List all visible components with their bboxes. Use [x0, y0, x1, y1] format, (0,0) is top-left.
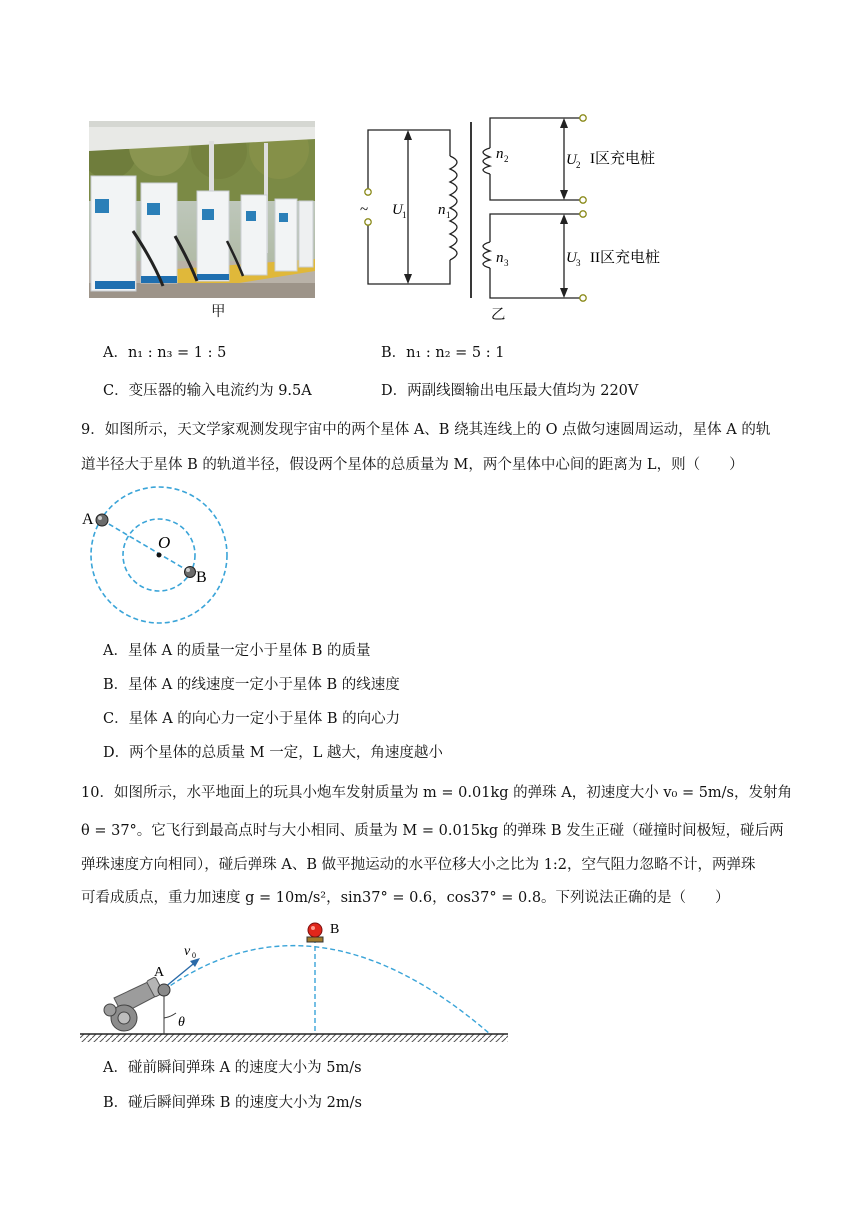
label-n2: n	[496, 146, 504, 162]
star-a-label: A	[82, 511, 94, 528]
center-o-label: O	[158, 533, 171, 552]
label-n3: n	[496, 250, 504, 266]
charging-station-photo	[89, 121, 315, 298]
label-zone-2: II区充电桩	[590, 250, 660, 266]
transformer-circuit-diagram	[350, 108, 680, 328]
q8-option-a: A．n₁ : n₃ = 1 : 5	[103, 345, 227, 361]
ac-source-symbol: ~	[360, 202, 369, 218]
q8-option-d: D．两副线圈输出电压最大值均为 220V	[381, 383, 639, 399]
theta-label: θ	[178, 1015, 185, 1030]
q10-stem-line-2: θ = 37°。它飞行到最高点时与大小相同、质量为 M = 0.015kg 的弹珠 B 发生正碰（碰撞时间极短，碰后两	[81, 823, 784, 839]
ball-a-label: A	[154, 965, 165, 980]
q8-option-b: B．n₁ : n₂ = 5 : 1	[381, 345, 505, 361]
q10-stem-line-3: 弹珠速度方向相同），碰后弹珠 A、B 做平抛运动的水平位移大小之比为 1:2，空气阻力忽略不计，两弹珠	[81, 857, 756, 873]
label-n1: n	[438, 202, 446, 218]
q9-stem-line-1: 9．如图所示，天文学家观测发现宇宙中的两个星体 A、B 绕其连线上的 O 点做匀速圆周运动，星体 A 的轨	[81, 422, 771, 438]
label-u2: U	[566, 152, 577, 168]
cannon-trajectory-diagram	[80, 918, 510, 1043]
charging-station-photo-illustration	[89, 121, 315, 298]
ball-b-label: B	[330, 922, 340, 937]
photo-caption: 甲	[211, 304, 226, 320]
v0-label-sub: 0	[192, 951, 196, 960]
label-u3: U	[566, 250, 577, 266]
q10-option-b: B．碰后瞬间弹珠 B 的速度大小为 2m/s	[103, 1095, 362, 1111]
label-u3-sub: 3	[576, 258, 581, 268]
star-b-label: B	[196, 569, 207, 586]
label-zone-1: I区充电桩	[590, 151, 655, 167]
q9-option-d: D．两个星体的总质量 M 一定，L 越大，角速度越小	[103, 745, 443, 761]
circuit-caption: 乙	[491, 307, 506, 323]
q8-option-c: C．变压器的输入电流约为 9.5A	[103, 383, 312, 399]
q9-option-b: B．星体 A 的线速度一定小于星体 B 的线速度	[103, 677, 400, 693]
label-n1-sub: 1	[446, 210, 451, 220]
q9-stem-line-2: 道半径大于星体 B 的轨道半径，假设两个星体的总质量为 M，两个星体中心间的距离为 L，则（ ）	[81, 457, 744, 473]
v0-label: v	[184, 944, 191, 959]
q10-stem-line-1: 10．如图所示，水平地面上的玩具小炮车发射质量为 m = 0.01kg 的弹珠 A，初速度大小 v₀ = 5m/s，发射角	[81, 785, 792, 801]
label-u1-sub: 1	[402, 210, 407, 220]
label-u1: U	[392, 202, 403, 218]
q9-option-c: C．星体 A 的向心力一定小于星体 B 的向心力	[103, 711, 401, 727]
binary-star-orbit-diagram	[78, 484, 238, 634]
q10-stem-line-4: 可看成质点，重力加速度 g = 10m/s²，sin37° = 0.6，cos37° = 0.8。下列说法正确的是（ ）	[81, 890, 730, 906]
q10-option-a: A．碰前瞬间弹珠 A 的速度大小为 5m/s	[103, 1060, 362, 1076]
label-n2-sub: 2	[504, 154, 509, 164]
label-u2-sub: 2	[576, 160, 581, 170]
label-n3-sub: 3	[504, 258, 509, 268]
q9-option-a: A．星体 A 的质量一定小于星体 B 的质量	[103, 643, 371, 659]
